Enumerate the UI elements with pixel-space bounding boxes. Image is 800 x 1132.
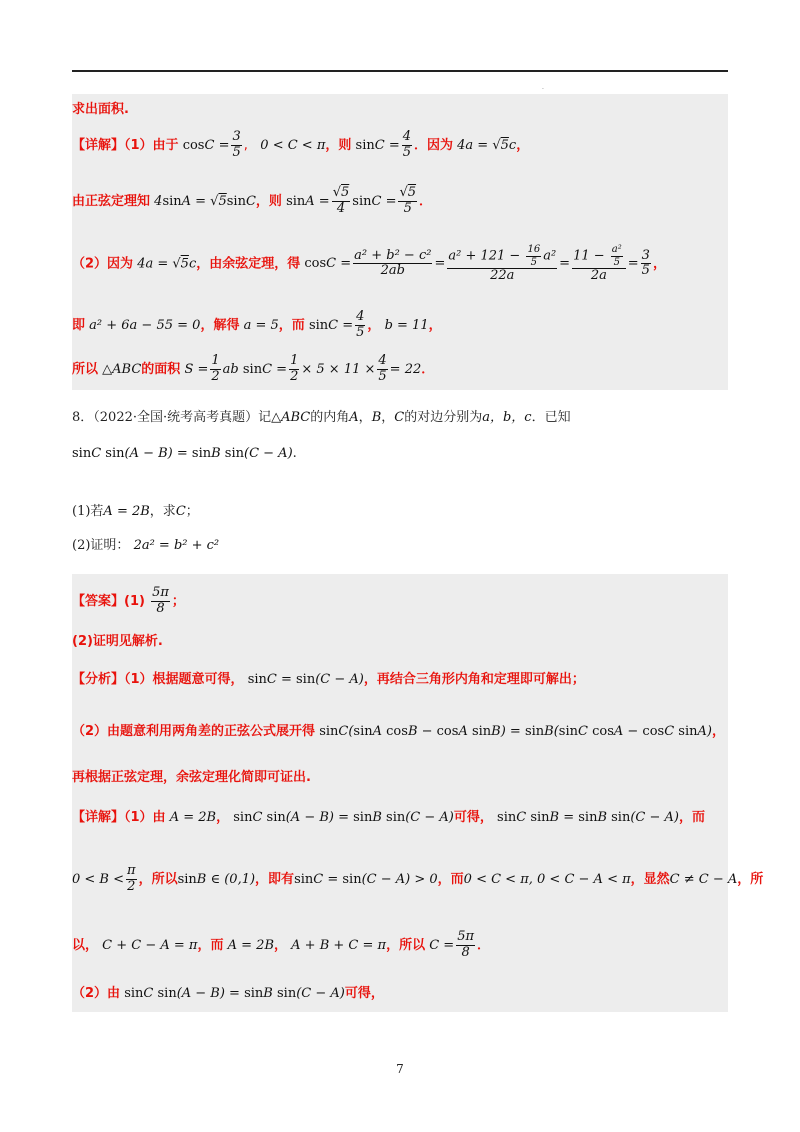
detail-line-4: 即 a² + 6a − 55 = 0，解得 a = 5，而 sinC = $\frac{4}{5}$ ， b = 11， <box>72 309 442 340</box>
detail-tag: 【详解】 <box>72 137 125 153</box>
analysis-tag: 【分析】 <box>72 672 125 687</box>
answer-tag: 【答案】 <box>72 593 125 609</box>
math-b11: b = 11 <box>384 317 429 333</box>
detail2-line-1: 【详解】（1）由 A = 2B， sinC sin(A − B) = sinB sin(C − A)可得， sinC sinB = sinB sin(C − A)，而 <box>72 810 705 825</box>
detail-line-3: （2）因为 4a = √5c，由余弦定理，得 cosC = $\frac{\text{a² + b² − c²}}{2ab}$ = a² + 121 − $\frac{16}{5}$ a² 22a = 11 − $\frac{\text{a²}}{5}$ 2a = $\frac{3}{5}$ ， <box>72 244 666 283</box>
math-quadratic: a² + 6a − 55 = 0 <box>89 317 201 333</box>
header-rule <box>72 70 728 72</box>
math-a5: a = 5 <box>243 317 279 333</box>
header-mark: . <box>542 84 544 91</box>
question-8-stem: 8．（2022·全国·统考高考真题）记△ABC的内角A，B，C的对边分别为a，b，c．已知 <box>72 410 571 425</box>
math-sinA: sinA = $\frac{√5}{4}$ sinC = $\frac{√5}{5}$ <box>286 185 417 216</box>
answer-line-2: (2)证明见解析. <box>72 634 163 649</box>
math-C-range: 0 < C < π <box>260 137 326 153</box>
detail2-line-3: 以， C + C − A = π，而 A = 2B， A + B + C = π，所以 C = $\frac{5\pi}{8}$ ． <box>72 929 491 960</box>
math-sine-law: 4sinA = √5sinC <box>154 193 256 209</box>
math-4a: 4a = √5c <box>457 137 517 153</box>
math-condition: sinC sin(A − B) = sinB sin(C − A) <box>72 446 293 461</box>
answer-line: 【答案】(1) $\frac{5\pi}{8}$ ； <box>72 585 185 616</box>
question-8-part-1: (1)若A = 2B，求C； <box>72 504 199 519</box>
math-sinC: sinC = $\frac{4}{5}$ <box>355 129 411 160</box>
math-prove: 2a² = b² + c² <box>133 538 220 553</box>
analysis-line-2: （2）由题意利用两角差的正弦公式展开得 sinC(sinA cosB − cosA sinB) = sinB(sinC cosA − cosC sinA)， <box>72 724 725 739</box>
math-cosine-law: cosC = $\frac{\text{a² + b² − c²}}{2ab}$ = a² + 121 − $\frac{16}{5}$ a² 22a = 11 − $\frac{\text{a²}}{5}$ 2a = $\frac{3}{5}$ <box>304 244 650 283</box>
detail2-tag: 【详解】 <box>72 810 125 825</box>
analysis-line-1: 【分析】（1）根据题意可得， sinC = sin(C − A)，再结合三角形内角和定理即可解出； <box>72 672 585 687</box>
math-sinC-2: sinC = $\frac{4}{5}$ <box>308 309 365 340</box>
detail2-line-2: 0 < B < $\frac{\pi}{2}$ ，所以sinB ∈ (0,1)，即有sinC = sin(C − A) > 0，而0 < C < π, 0 < C − A < π，显然C ≠ C − A，所 <box>72 863 764 894</box>
detail-line-5: 所以 △ABC的面积 S = $\frac{1}{2}$ ab sinC = $\frac{1}{2}$ × 5 × 11 × $\frac{4}{5}$ = 22． <box>72 353 435 384</box>
detail-line-2: 由正弦定理知 4sinA = √5sinC，则 sinA = $\frac{√5}{4}$ sinC = $\frac{√5}{5}$ ． <box>72 185 433 216</box>
continuation-line <box>72 98 129 117</box>
question-8-condition: sinC sin(A − B) = sinB sin(C − A). <box>72 446 297 461</box>
page-number: 7 <box>396 1062 404 1076</box>
continuation-text: 求出面积. <box>72 102 129 117</box>
question-8-part-2: (2)证明： 2a² = b² + c² <box>72 538 220 553</box>
math-area: S = $\frac{1}{2}$ ab sinC = $\frac{1}{2}$ × 5 × 11 × $\frac{4}{5}$ = 22 <box>184 353 422 384</box>
math-4a-2: 4a = √5c <box>137 256 197 272</box>
detail2-line-4: （2）由 sinC sin(A − B) = sinB sin(C − A)可得， <box>72 986 384 1001</box>
math-triangle: △ABC <box>102 361 142 377</box>
analysis-line-3: 再根据正弦定理，余弦定理化简即可证出. <box>72 770 311 785</box>
math-cosC: cosC = $\frac{3}{5}$ <box>182 129 241 160</box>
detail-line-1: 【详解】（1）由于 cosC = $\frac{3}{5}$ , 0 < C < π，则 sinC = $\frac{4}{5}$ ．因为 4a = √5c， <box>72 129 530 160</box>
